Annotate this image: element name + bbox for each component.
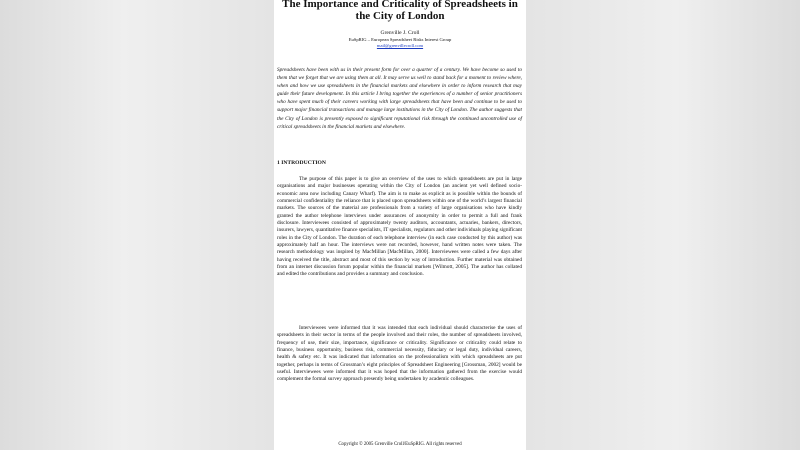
copyright-footer: Copyright © 2005 Grenville Croll/EuSpRIG. All rights reserved [338,442,462,447]
paper-title: The Importance and Criticality of Spreadsheets in the City of London [282,0,518,22]
author-affiliation: EuSpRIG – European Spreadsheet Risks Interest Group [348,37,452,42]
paper-page [274,0,526,450]
blurred-background-right [526,0,800,450]
author-email-link[interactable]: mail@grenvillecroll.com [376,43,424,48]
intro-paragraph-1: The purpose of this paper is to give an overview of the uses to which spreadsheets are put in large organisations and major businesses operating within the City of London (an ancient yet well defined socio-economic area now including Canary Wharf). The aim is to make as explicit as is possible within the bounds of commercial confidentiality the reliance that is placed upon spreadsheets within one of the world’s largest financial markets. The sources of the material are professionals from a variety of large organisations who have kindly granted the author telephone interviews under assurances of anonymity in order to permit a full and frank disclosure. Interviewees consisted of approximately twenty auditors, accountants, actuaries, bankers, directors, insurers, lawyers, quantitative finance specialists, IT specialists, regulators and other individuals playing significant roles in the City of London. The duration of each telephone interview (in each case conducted by this author) was approximately half an hour. The interviews were not recorded, however, hand written notes were taken. The research methodology was inspired by MacMillan [MacMillan, 2000]. Interviewees were called a few days after having received the title, abstract and most of this section by way of introduction. Further material was obtained from an internet discussion forum popular within the financial markets [Wilmott, 2005]. The author has collated and edited the contributions and provides a summary and conclusion. [277,176,522,278]
abstract: Spreadsheets have been with us in their present form for over a quarter of a century. We have become so used to them that we forget that we are using them at all. It may serve us well to stand back for a moment to review where, when and how we use spreadsheets in the financial markets and elsewhere in order to inform research that may guide their future development. In this article I bring together the experiences of a number of senior practitioners who have spent much of their careers working with large spreadsheets that have been and continue to be used to support major financial transactions and manage large institutions in the City of London. The author suggests that the City of London is presently exposed to significant reputational risk through the continued uncontrolled use of critical spreadsheets in the financial markets and elsewhere. [277,67,522,130]
section-heading: 1 INTRODUCTION [277,160,326,166]
blurred-background-left [0,0,274,450]
author-name: Grenville J. Croll [380,30,420,36]
intro-paragraph-2: Interviewees were informed that it was intended that each individual should characterise the uses of spreadsheets in their sector in terms of the people involved and their roles, the number of spreadsheets involved, frequency of use, their size, importance, significance or criticality. Significance or criticality could relate to finance, business opportunity, business risk, commercial necessity, fiduciary or legal duty, individual careers, health & safety etc. It was indicated that information on the professionalism with which spreadsheets are put together, perhaps in terms of Grossman’s eight principles of Spreadsheet Engineering [Grossman, 2002] would be useful. Interviewees were informed that it was hoped that the information gathered from the exercise would complement the formal survey approach presently being undertaken by academic colleagues. [277,325,522,383]
